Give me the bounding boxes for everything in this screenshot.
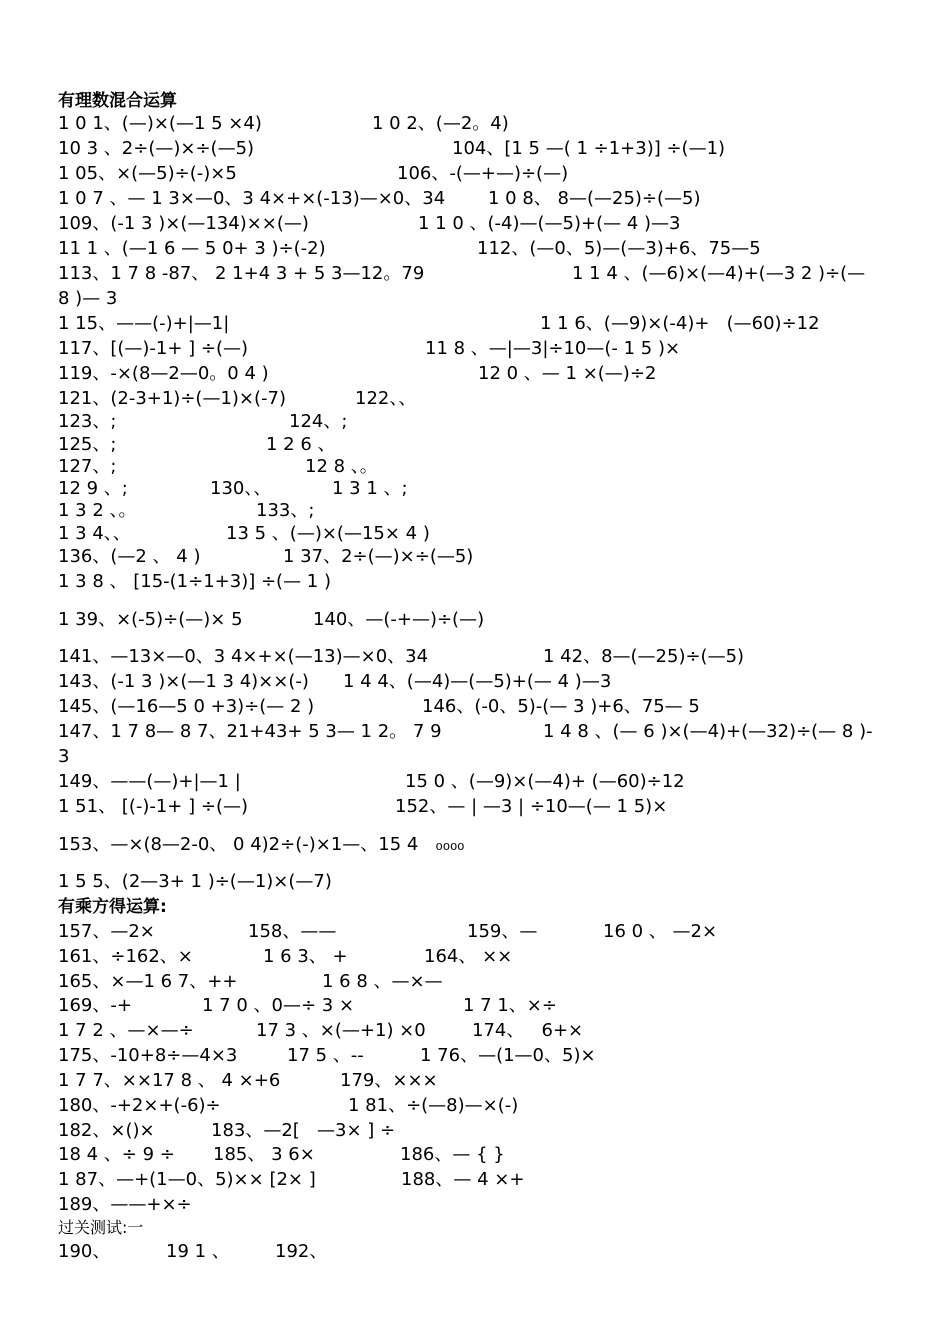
problem-line: 152、— | —3 | ÷10—(— 1 5)×: [395, 796, 668, 817]
problem-line: 1 76、—(1—0、5)×: [420, 1045, 596, 1066]
problem-line: 109、(-1 3 )×(—134)××(—): [58, 213, 309, 234]
problem-line: 190、: [58, 1241, 111, 1262]
problem-line: 188、— 4 ×+: [401, 1169, 525, 1190]
problem-line: 8 )— 3: [58, 288, 118, 309]
problem-line: 182、×()×: [58, 1120, 155, 1141]
problem-line: 121、(2-3+1)÷(—1)×(-7): [58, 388, 286, 409]
problem-line: 1 7 7、××17 8 、 4 ×+6: [58, 1070, 281, 1091]
problem-line: 1 7 2 、—×—÷: [58, 1020, 194, 1041]
problem-line: 165、×—1 6 7、++: [58, 971, 238, 992]
problem-line: 157、—2×: [58, 921, 155, 942]
problem-line: 136、(—2 、 4 ): [58, 546, 201, 567]
problem-line: 13 5 、(—)×(—15× 4 ): [226, 523, 430, 544]
problem-line: 180、-+2×+(-6)÷: [58, 1095, 221, 1116]
problem-line: 1 51、 [(-)-1+ ] ÷(—): [58, 796, 248, 817]
problem-line: 158、——: [248, 921, 337, 942]
problem-line: 106、-(—+—)÷(—): [397, 163, 569, 184]
problem-line: 122、、: [355, 388, 417, 409]
problem-line: 147、1 7 8— 8 7、21+43+ 5 3— 1 2。 7 9: [58, 721, 442, 742]
problem-line: 12 9 、;: [58, 478, 128, 499]
problem-line: 169、-+: [58, 995, 132, 1016]
problem-line: 140、—(-+—)÷(—): [313, 609, 485, 630]
problem-line: 1 3 8 、 [15-(1÷1+3)] ÷(— 1 ): [58, 571, 331, 592]
problem-line: 192、: [275, 1241, 328, 1262]
problem-line: 141、—13×—0、3 4×+×(—13)—×0、34: [58, 646, 429, 667]
problem-line: 133、;: [256, 500, 315, 521]
problem-line: 1 4 8 、(— 6 )×(—4)+(—32)÷(— 8 )-: [543, 721, 873, 742]
problem-line: 153、—×(8—2-0、 0 4)2÷(-)×1—、15 4 ₀₀₀₀: [58, 834, 465, 855]
problem-line: 16 0 、 —2×: [603, 921, 718, 942]
problem-line: 143、(-1 3 )×(—1 3 4)××(-): [58, 671, 309, 692]
problem-line: 159、—: [467, 921, 538, 942]
problem-line: 1 6 3、 +: [263, 946, 348, 967]
problem-line: 1 37、2÷(—)×÷(—5): [283, 546, 474, 567]
problem-line: 1 39、×(-5)÷(—)× 5: [58, 609, 243, 630]
problem-line: 113、1 7 8 -87、 2 1+4 3 + 5 3—12。79: [58, 263, 425, 284]
problem-line: 1 3 2 、。: [58, 500, 137, 521]
problem-line: 1 42、8—(—25)÷(—5): [543, 646, 745, 667]
problem-line: 1 4 4、(—4)—(—5)+(— 4 )—3: [343, 671, 612, 692]
problem-line: 1 3 4、、: [58, 523, 131, 544]
problem-line: 145、(—16—5 0 +3)÷(— 2 ): [58, 696, 315, 717]
problem-line: 1 0 1、(—)×(—1 5 ×4): [58, 113, 262, 134]
problem-line: 124、;: [289, 411, 348, 432]
problem-line: 183、—2[ —3× ] ÷: [211, 1120, 396, 1141]
problem-line: 18 4 、÷ 9 ÷: [58, 1144, 175, 1165]
problem-line: 1 6 8 、—×—: [322, 971, 443, 992]
problem-line: 149、——(—)+|—1 |: [58, 771, 241, 792]
problem-line: 175、-10+8÷—4×3: [58, 1045, 238, 1066]
problem-line: 161、÷162、×: [58, 946, 193, 967]
problem-line: 179、×××: [340, 1070, 438, 1091]
problem-line: 1 87、—+(1—0、5)×× [2× ]: [58, 1169, 316, 1190]
problem-line: 127、;: [58, 456, 117, 477]
problem-line: 174、 6+×: [472, 1020, 584, 1041]
problem-line: 185、 3 6×: [213, 1144, 315, 1165]
section-heading-checkpoint-test: 过关测试:一: [58, 1218, 144, 1237]
problem-line: 189、——+×÷: [58, 1194, 192, 1215]
problem-line: 15 0 、(—9)×(—4)+ (—60)÷12: [405, 771, 685, 792]
section-heading-exponent-operations: 有乘方得运算:: [58, 897, 167, 917]
problem-line: 17 3 、×(—+1) ×0: [256, 1020, 426, 1041]
problem-line: 1 0 8、 8—(—25)÷(—5): [488, 188, 701, 209]
problem-line: 186、— { }: [400, 1144, 505, 1165]
problem-line: 1 7 0 、0—÷ 3 ×: [202, 995, 355, 1016]
problem-line: 1 0 7 、— 1 3×—0、3 4×+×(-13)—×0、34: [58, 188, 446, 209]
problem-line: 10 3 、2÷(—)×÷(—5): [58, 138, 255, 159]
problem-line: 1 2 6 、: [266, 434, 336, 455]
problem-line: 164、 ××: [424, 946, 513, 967]
problem-line: 130、、: [210, 478, 272, 499]
problem-line: 117、[(—)-1+ ] ÷(—): [58, 338, 249, 359]
problem-line: 1 1 0 、(-4)—(—5)+(— 4 )—3: [418, 213, 681, 234]
problem-line: 1 1 6、(—9)×(-4)+ (—60)÷12: [540, 313, 820, 334]
problem-line: 1 7 1、×÷: [463, 995, 557, 1016]
problem-line: 1 3 1 、;: [332, 478, 408, 499]
problem-line: 146、(-0、5)-(— 3 )+6、75— 5: [422, 696, 700, 717]
problem-line: 17 5 、--: [287, 1045, 364, 1066]
problem-line: 1 5 5、(2—3+ 1 )÷(—1)×(—7): [58, 871, 332, 892]
problem-line: 123、;: [58, 411, 117, 432]
problem-line: 11 8 、—|—3|÷10—(- 1 5 )×: [425, 338, 681, 359]
problem-line: 3: [58, 746, 70, 767]
problem-line: 1 81、÷(—8)—×(-): [348, 1095, 519, 1116]
problem-line: 12 8 、。: [305, 456, 378, 477]
problem-line: 119、-×(8—2—0。0 4 ): [58, 363, 269, 384]
problem-line: 1 1 4 、(—6)×(—4)+(—3 2 )÷(—: [572, 263, 866, 284]
problem-line: 19 1 、: [166, 1241, 230, 1262]
problem-line: 12 0 、— 1 ×(—)÷2: [478, 363, 657, 384]
problem-line: 1 05、×(—5)÷(-)×5: [58, 163, 237, 184]
problem-line: 1 0 2、(—2。4): [372, 113, 509, 134]
problem-line: 125、;: [58, 434, 117, 455]
problem-line: 112、(—0、5)—(—3)+6、75—5: [477, 238, 761, 259]
problem-line: 11 1 、(—1 6 — 5 0+ 3 )÷(-2): [58, 238, 326, 259]
problem-line: 1 15、——(-)+|—1|: [58, 313, 230, 334]
problem-line: 104、[1 5 —( 1 ÷1+3)] ÷(—1): [452, 138, 726, 159]
section-heading-mixed-operations: 有理数混合运算: [58, 91, 177, 111]
